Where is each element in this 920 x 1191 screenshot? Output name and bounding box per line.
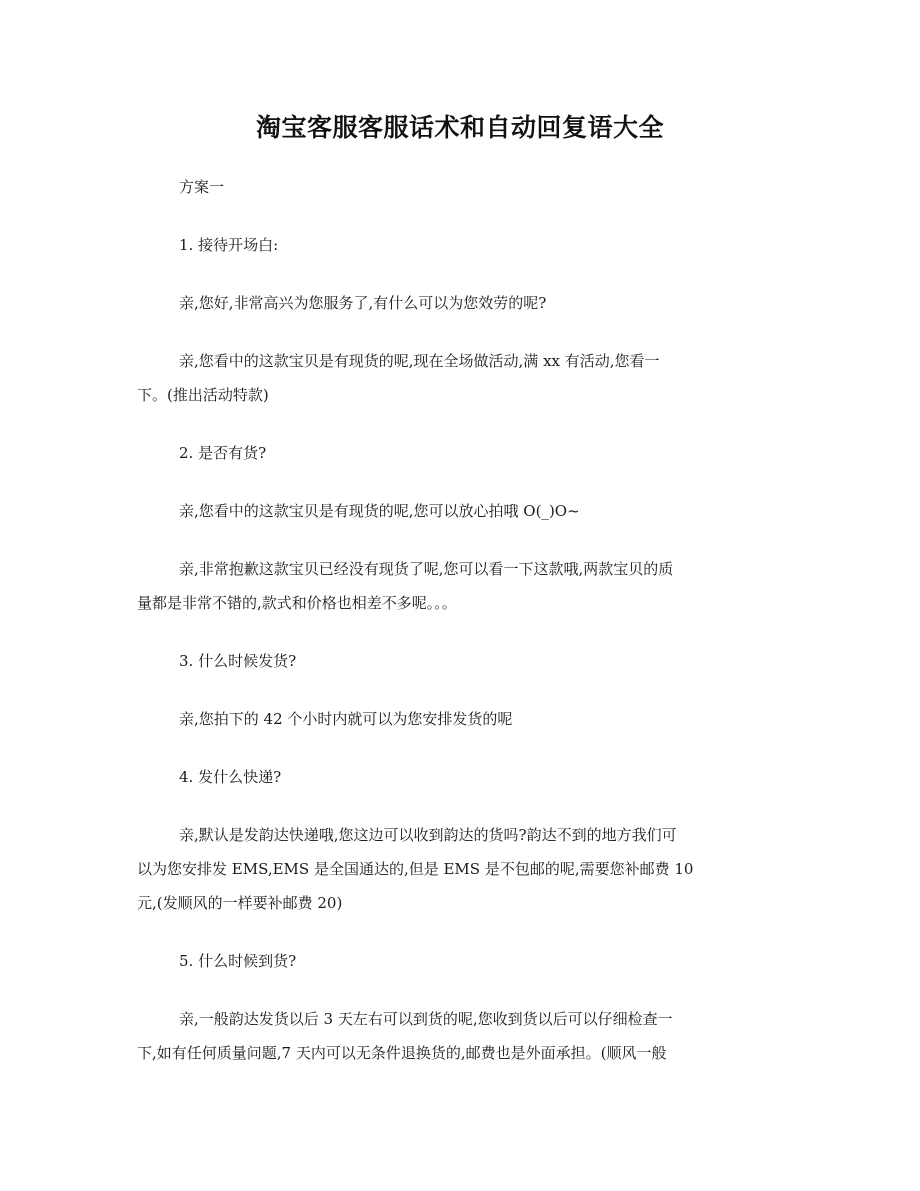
- item-heading-arrival: 5. 什么时候到货?: [179, 952, 297, 970]
- paragraph-line: 量都是非常不错的,款式和价格也相差不多呢。。。: [137, 594, 457, 612]
- paragraph-line: 亲,非常抱歉这款宝贝已经没有现货了呢,您可以看一下这款哦,两款宝贝的质: [179, 560, 674, 578]
- item-heading-courier: 4. 发什么快递?: [179, 768, 282, 786]
- document-title: 淘宝客服客服话术和自动回复语大全: [255, 113, 664, 142]
- paragraph-line: 亲,您看中的这款宝贝是有现货的呢,现在全场做活动,满 xx 有活动,您看一: [179, 352, 660, 370]
- paragraph-line: 亲,您好,非常高兴为您服务了,有什么可以为您效劳的呢?: [179, 294, 547, 312]
- paragraph-line: 下,如有任何质量问题,7 天内可以无条件退换货的,邮费也是外面承担。(顺风一般: [137, 1044, 667, 1062]
- paragraph-line: 亲,一般韵达发货以后 3 天左右可以到货的呢,您收到货以后可以仔细检查一: [179, 1010, 673, 1028]
- paragraph-line: 亲,您看中的这款宝贝是有现货的呢,您可以放心拍哦 O(_)O~: [179, 502, 580, 520]
- paragraph-line: 以为您安排发 EMS,EMS 是全国通达的,但是 EMS 是不包邮的呢,需要您补邮费 10: [137, 860, 694, 878]
- paragraph-line: 下。(推出活动特款): [137, 386, 269, 404]
- paragraph-line: 亲,您拍下的 42 个小时内就可以为您安排发货的呢: [179, 710, 513, 728]
- item-heading-ship-time: 3. 什么时候发货?: [179, 652, 297, 670]
- paragraph-line: 亲,默认是发韵达快递哦,您这边可以收到韵达的货吗?韵达不到的地方我们可: [179, 826, 677, 844]
- section-heading-plan-one: 方案一: [179, 178, 225, 196]
- paragraph-line: 元,(发顺风的一样要补邮费 20): [137, 894, 343, 912]
- item-heading-stock: 2. 是否有货?: [179, 444, 267, 462]
- item-heading-greeting: 1. 接待开场白:: [179, 236, 279, 254]
